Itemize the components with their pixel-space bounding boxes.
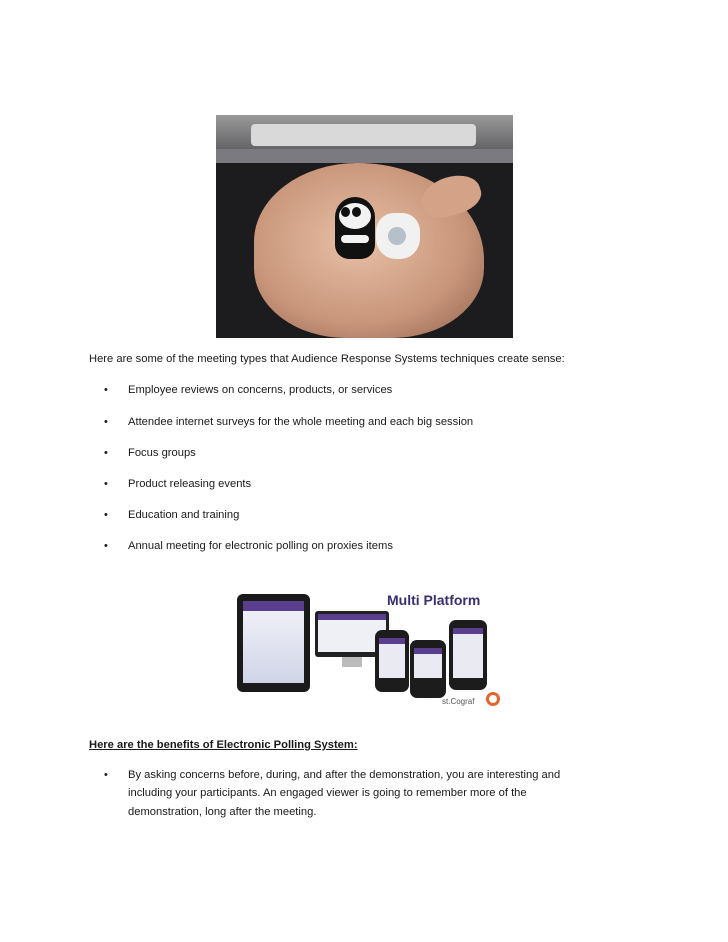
list-item-text: Annual meeting for electronic polling on proxies items: [128, 540, 393, 552]
bullet: •: [104, 509, 108, 521]
list-item: [104, 768, 108, 782]
tray-background: [216, 149, 513, 163]
benefit-line: including your participants. An engaged viewer is going to remember more of the: [128, 787, 527, 799]
bullet: •: [104, 384, 108, 396]
benefits-heading: Here are the benefits of Electronic Polling System:: [89, 739, 358, 751]
list-item-text: Focus groups: [128, 447, 196, 459]
bullet: •: [104, 478, 108, 490]
phone-device: [375, 630, 409, 692]
intro-paragraph: Here are some of the meeting types that Audience Response Systems techniques create sense:: [89, 353, 565, 365]
seatback-background: [216, 115, 513, 153]
phone-device: [449, 620, 487, 690]
panda-clicker: [335, 197, 375, 259]
list-item-text: Education and training: [128, 509, 240, 521]
list-item-text: Attendee internet surveys for the whole meeting and each big session: [128, 416, 474, 428]
benefit-line: demonstration, long after the meeting.: [128, 806, 317, 818]
bullet: •: [104, 447, 108, 459]
list-item: [104, 383, 108, 397]
multi-platform-title: Multi Platform: [387, 592, 481, 608]
list-item-text: Employee reviews on concerns, products, or services: [128, 384, 393, 396]
list-item: [104, 477, 108, 491]
benefit-line: By asking concerns before, during, and after the demonstration, you are interesting and: [128, 769, 561, 781]
list-item: [104, 415, 108, 429]
list-item: [104, 508, 108, 522]
bullet: •: [104, 540, 108, 552]
bullet: •: [104, 416, 108, 428]
clicker-devices-photo: [216, 115, 513, 338]
white-clicker: [376, 213, 420, 259]
bullet: •: [104, 769, 108, 781]
list-item-text: Product releasing events: [128, 478, 252, 490]
multi-platform-image: [232, 588, 510, 720]
brand-logo-icon: [486, 692, 500, 706]
list-item: [104, 539, 108, 553]
phone-device: [410, 640, 446, 698]
brand-logo-text: st.Cograf: [442, 697, 475, 706]
tablet-device: [237, 594, 310, 692]
list-item: [104, 446, 108, 460]
